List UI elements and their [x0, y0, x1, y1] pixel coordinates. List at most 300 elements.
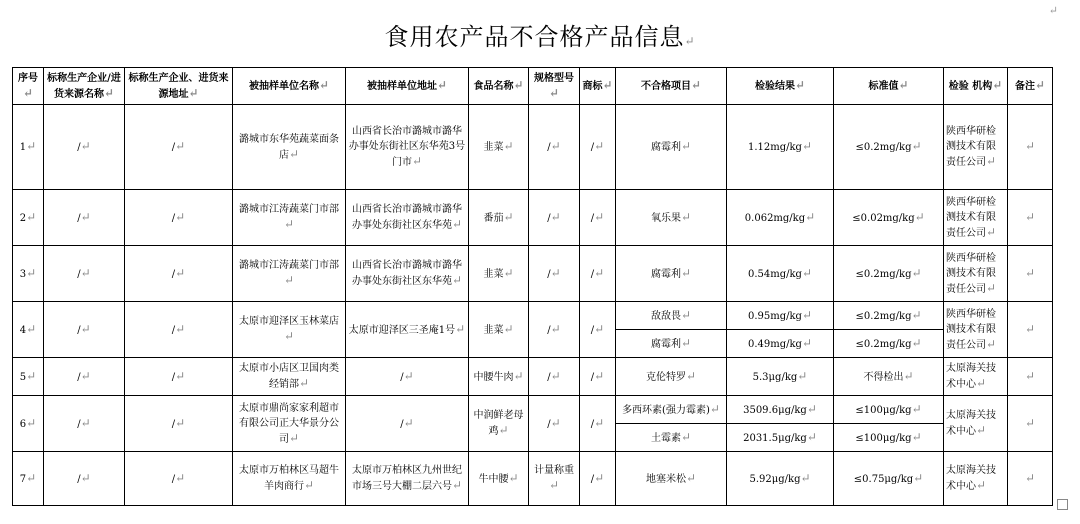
- failed-item: [616, 302, 727, 330]
- table-row: [13, 246, 1053, 302]
- paragraph-mark: ↵: [680, 265, 692, 280]
- paragraph-mark: ↵: [1024, 139, 1036, 153]
- paragraph-mark: ↵: [685, 470, 697, 485]
- standard-value-text: ≤0.2mg/kg: [855, 142, 912, 153]
- paragraph-mark: ↵: [976, 423, 987, 437]
- sampled-unit-address: [346, 396, 469, 452]
- paragraph-mark: ↵: [594, 470, 605, 485]
- paragraph-mark: ↵: [455, 321, 466, 336]
- header-cell-text: 被抽样单位地址: [366, 81, 437, 92]
- paragraph-mark: ↵: [175, 265, 186, 280]
- paragraph-mark: ↵: [513, 368, 524, 383]
- standard-value-text: ≤0.2mg/kg: [855, 310, 912, 322]
- spec-model: [529, 190, 580, 246]
- failed-item: [616, 424, 727, 452]
- paragraph-mark: ↵: [548, 85, 560, 100]
- enterprise-address: [125, 302, 233, 358]
- spec-model-text: /: [547, 324, 551, 336]
- trademark-text: /: [590, 142, 595, 153]
- header-cell: [580, 68, 616, 105]
- paragraph-mark: ↵: [550, 368, 561, 383]
- paragraph-mark: ↵: [80, 368, 91, 383]
- paragraph-mark: ↵: [801, 139, 813, 153]
- sampled-unit-name: [233, 302, 346, 358]
- paragraph-mark: ↵: [1024, 209, 1036, 224]
- header-cell-text: 食品名称: [473, 81, 514, 92]
- enterprise-name-text: /: [77, 268, 81, 280]
- food-name: [469, 105, 529, 190]
- paragraph-mark: ↵: [594, 415, 605, 430]
- paragraph-mark: ↵: [283, 329, 295, 343]
- food-name-text: 韭菜: [483, 324, 504, 336]
- paragraph-mark: ↵: [175, 321, 186, 336]
- paragraph-mark: ↵: [602, 78, 613, 92]
- sampled-unit-name: [233, 105, 346, 190]
- enterprise-address: [125, 358, 233, 396]
- paragraph-mark: ↵: [594, 139, 605, 153]
- food-name: [469, 302, 529, 358]
- paragraph-mark: ↵: [288, 146, 300, 161]
- paragraph-mark: ↵: [911, 335, 922, 350]
- sampled-unit-address: [346, 105, 469, 190]
- standard-value-text: ≤0.2mg/kg: [855, 338, 912, 350]
- row-number-text: 5: [19, 371, 27, 383]
- food-name-text: 中腰牛肉: [473, 371, 514, 383]
- paragraph-mark: ↵: [26, 368, 37, 383]
- paragraph-mark: ↵: [690, 78, 702, 92]
- paragraph-mark: ↵: [80, 470, 91, 485]
- paragraph-mark: ↵: [175, 415, 186, 430]
- testing-organization: [944, 302, 1008, 358]
- enterprise-name-text: /: [77, 142, 81, 153]
- failed-item-text: 腐霉利: [650, 268, 681, 280]
- test-result: [727, 424, 834, 452]
- table-row: [13, 302, 1053, 330]
- trademark: [580, 358, 616, 396]
- test-result-text: 0.95mg/kg: [747, 310, 802, 322]
- row-number: [13, 105, 44, 190]
- paragraph-mark: ↵: [503, 265, 514, 280]
- paragraph-mark: ↵: [594, 321, 605, 336]
- paragraph-mark: ↵: [1048, 4, 1058, 17]
- paragraph-mark: ↵: [550, 139, 561, 153]
- food-name: [469, 358, 529, 396]
- enterprise-address-text: /: [171, 371, 176, 383]
- food-name-text: 牛中腰: [478, 473, 509, 485]
- paragraph-mark: ↵: [80, 321, 91, 336]
- standard-value: [834, 452, 944, 506]
- paragraph-mark: ↵: [26, 321, 37, 336]
- paragraph-mark: ↵: [709, 401, 720, 416]
- spec-model-text: /: [547, 418, 551, 430]
- testing-organization-text: 太原海关技术中心: [946, 465, 996, 492]
- trademark: [580, 302, 616, 358]
- testing-organization: [944, 452, 1008, 506]
- failed-item: [616, 190, 727, 246]
- paragraph-mark: ↵: [992, 78, 1003, 92]
- resize-handle[interactable]: [1057, 499, 1068, 510]
- standard-value: [834, 246, 944, 302]
- paragraph-mark: ↵: [403, 368, 414, 383]
- trademark: [580, 246, 616, 302]
- test-result: [727, 105, 834, 190]
- row-number: [13, 190, 44, 246]
- paragraph-mark: ↵: [451, 273, 463, 287]
- failed-item: [616, 452, 727, 506]
- paragraph-mark: ↵: [801, 265, 813, 280]
- table-row: [13, 190, 1053, 246]
- spec-model: [529, 302, 580, 358]
- testing-organization-text: 太原海关技术中心: [946, 363, 996, 390]
- header-cell-text: 被抽样单位名称: [248, 81, 319, 92]
- paragraph-mark: ↵: [411, 154, 423, 168]
- paragraph-mark: ↵: [685, 368, 697, 383]
- paragraph-mark: ↵: [80, 415, 91, 430]
- failed-item-text: 氧乐果: [650, 212, 681, 224]
- paragraph-mark: ↵: [898, 78, 909, 92]
- enterprise-address-text: /: [171, 142, 176, 153]
- table-row: [13, 105, 1053, 190]
- enterprise-name: [44, 302, 125, 358]
- failed-item-text: 土霉素: [650, 432, 681, 444]
- paragraph-mark: ↵: [503, 139, 514, 153]
- standard-value: [834, 105, 944, 190]
- paragraph-mark: ↵: [288, 430, 300, 445]
- enterprise-address: [125, 105, 233, 190]
- paragraph-mark: ↵: [684, 34, 696, 48]
- testing-organization: [944, 358, 1008, 396]
- testing-organization: [944, 246, 1008, 302]
- enterprise-name: [44, 105, 125, 190]
- test-result: [727, 302, 834, 330]
- test-result: [727, 452, 834, 506]
- paragraph-mark: ↵: [26, 139, 37, 153]
- test-result: [727, 246, 834, 302]
- trademark: [580, 190, 616, 246]
- sampled-unit-address: [346, 452, 469, 506]
- sampled-unit-address-text: 山西省长治市潞城市潞华办事处东街社区东华苑: [351, 204, 462, 231]
- remarks: [1008, 190, 1053, 246]
- remarks: [1008, 358, 1053, 396]
- failed-item-text: 多西环素(强力霉素): [622, 404, 710, 416]
- testing-organization: [944, 105, 1008, 190]
- paragraph-mark: ↵: [1034, 78, 1046, 92]
- sampled-unit-name: [233, 358, 346, 396]
- paragraph-mark: ↵: [986, 336, 997, 351]
- paragraph-mark: ↵: [548, 478, 560, 492]
- header-cell-text: 检验结果: [754, 81, 795, 92]
- remarks: [1008, 105, 1053, 190]
- testing-organization-text: 陕西华研检测技术有限责任公司: [946, 252, 996, 295]
- paragraph-mark: ↵: [175, 470, 186, 485]
- header-cell-text: 不合格项目: [640, 81, 691, 92]
- paragraph-mark: ↵: [175, 139, 186, 153]
- row-number-text: 1: [19, 142, 27, 153]
- results-table: [12, 67, 1053, 506]
- food-name-text: 韭菜: [483, 268, 504, 280]
- paragraph-mark: ↵: [911, 307, 922, 322]
- enterprise-address: [125, 246, 233, 302]
- test-result-text: 0.062mg/kg: [744, 212, 806, 224]
- sampled-unit-address: [346, 302, 469, 358]
- sampled-unit-name-text: 太原市小店区卫国肉类经销部: [239, 363, 339, 390]
- standard-value-text: ≤0.75μg/kg: [853, 473, 914, 485]
- row-number-text: 4: [19, 324, 27, 336]
- row-number: [13, 246, 44, 302]
- enterprise-name: [44, 190, 125, 246]
- enterprise-address: [125, 452, 233, 506]
- sampled-unit-name: [233, 190, 346, 246]
- paragraph-mark: ↵: [550, 209, 561, 224]
- trademark-text: /: [590, 418, 595, 430]
- spec-model-text: /: [547, 142, 551, 153]
- header-cell-text: 商标: [582, 81, 603, 92]
- spec-model: [529, 452, 580, 506]
- paragraph-mark: ↵: [550, 415, 561, 430]
- spec-model: [529, 396, 580, 452]
- testing-organization-text: 陕西华研检测技术有限责任公司: [946, 196, 996, 239]
- table-row: [13, 396, 1053, 424]
- paragraph-mark: ↵: [911, 429, 922, 444]
- header-cell: [616, 68, 727, 105]
- paragraph-mark: ↵: [986, 280, 997, 295]
- paragraph-mark: ↵: [594, 209, 605, 224]
- paragraph-mark: ↵: [797, 368, 808, 383]
- header-cell-text: 标称生产企业、进货来源地址: [128, 72, 229, 100]
- sampled-unit-name: [233, 396, 346, 452]
- enterprise-name-text: /: [77, 418, 81, 430]
- spec-model-text: 计量称重: [534, 465, 574, 476]
- food-name: [469, 246, 529, 302]
- standard-value: [834, 330, 944, 358]
- paragraph-mark: ↵: [22, 85, 34, 100]
- standard-value-text: ≤100μg/kg: [855, 432, 912, 444]
- header-cell: [469, 68, 529, 105]
- failed-item-text: 腐霉利: [650, 338, 681, 350]
- paragraph-mark: ↵: [801, 307, 813, 322]
- test-result: [727, 190, 834, 246]
- sampled-unit-name-text: 太原市迎泽区玉林菜店: [239, 316, 339, 327]
- failed-item: [616, 396, 727, 424]
- sampled-unit-address-text: /: [400, 418, 404, 430]
- header-cell: [834, 68, 944, 105]
- sampled-unit-address: [346, 190, 469, 246]
- remarks: [1008, 396, 1053, 452]
- header-cell-text: 标准值: [868, 81, 899, 92]
- enterprise-name-text: /: [77, 324, 81, 336]
- header-cell: [727, 68, 834, 105]
- header-cell: [125, 68, 233, 105]
- paragraph-mark: ↵: [283, 273, 295, 287]
- paragraph-mark: ↵: [680, 429, 692, 444]
- standard-value: [834, 358, 944, 396]
- paragraph-mark: ↵: [451, 217, 463, 231]
- header-cell: [233, 68, 346, 105]
- paragraph-mark: ↵: [1024, 470, 1036, 485]
- paragraph-mark: ↵: [913, 470, 924, 485]
- enterprise-address: [125, 396, 233, 452]
- food-name-text: 番茄: [483, 212, 504, 224]
- remarks: [1008, 452, 1053, 506]
- sampled-unit-name-text: 潞城市东华苑蔬菜面条店: [239, 133, 339, 161]
- paragraph-mark: ↵: [436, 78, 448, 92]
- sampled-unit-address-text: 山西省长治市潞城市潞华办事处东街社区东华苑: [351, 260, 462, 287]
- spec-model-text: /: [547, 371, 551, 383]
- document-title: [0, 17, 1080, 52]
- paragraph-mark: ↵: [1024, 265, 1036, 280]
- failed-item: [616, 105, 727, 190]
- failed-item: [616, 330, 727, 358]
- paragraph-mark: ↵: [503, 209, 514, 224]
- row-number: [13, 358, 44, 396]
- sampled-unit-address-text: 山西省长治市潞城市潞华办事处东街社区东华苑3号门市: [348, 126, 466, 168]
- paragraph-mark: ↵: [805, 209, 816, 224]
- trademark-text: /: [590, 371, 595, 383]
- spec-model: [529, 246, 580, 302]
- header-cell-text: 规格型号: [534, 72, 574, 84]
- food-name-text: 中润鲜老母鸡: [473, 410, 524, 437]
- standard-value-text: ≤0.2mg/kg: [855, 268, 912, 280]
- paragraph-mark: ↵: [680, 139, 692, 153]
- header-cell: [944, 68, 1008, 105]
- paragraph-mark: ↵: [80, 139, 91, 153]
- testing-organization-text: 陕西华研检测技术有限责任公司: [946, 308, 996, 351]
- trademark-text: /: [590, 212, 595, 224]
- sampled-unit-address: [346, 246, 469, 302]
- paragraph-mark: ↵: [451, 478, 463, 492]
- header-cell: [44, 68, 125, 105]
- test-result: [727, 330, 834, 358]
- paragraph-mark: ↵: [318, 78, 330, 92]
- paragraph-mark: ↵: [80, 265, 91, 280]
- paragraph-mark: ↵: [403, 415, 414, 430]
- row-number-text: 7: [19, 473, 27, 485]
- test-result-text: 3509.6μg/kg: [743, 404, 807, 416]
- sampled-unit-name-text: 太原市万柏林区马超牛羊肉商行: [239, 465, 339, 492]
- paragraph-mark: ↵: [594, 265, 605, 280]
- failed-item-text: 腐霉利: [650, 142, 681, 153]
- paragraph-mark: ↵: [1024, 368, 1036, 383]
- standard-value-text: 不得检出: [863, 371, 904, 383]
- food-name-text: 韭菜: [483, 142, 504, 153]
- spec-model: [529, 358, 580, 396]
- enterprise-address-text: /: [171, 268, 176, 280]
- trademark: [580, 105, 616, 190]
- paragraph-mark: ↵: [1024, 321, 1036, 336]
- enterprise-address: [125, 190, 233, 246]
- paragraph-mark: ↵: [175, 368, 186, 383]
- paragraph-mark: ↵: [976, 376, 987, 390]
- food-name: [469, 396, 529, 452]
- paragraph-mark: ↵: [513, 78, 524, 92]
- paragraph-mark: ↵: [1024, 415, 1036, 430]
- enterprise-name: [44, 246, 125, 302]
- spec-model-text: /: [547, 268, 551, 280]
- trademark: [580, 452, 616, 506]
- sampled-unit-address-text: 太原市迎泽区三圣庵1号: [348, 324, 456, 336]
- paragraph-mark: ↵: [986, 224, 997, 239]
- paragraph-mark: ↵: [298, 376, 310, 390]
- paragraph-mark: ↵: [911, 139, 922, 153]
- header-cell-text: 标称生产企业/进货来源名称: [47, 72, 121, 100]
- row-number: [13, 452, 44, 506]
- paragraph-mark: ↵: [550, 265, 561, 280]
- paragraph-mark: ↵: [976, 478, 987, 492]
- title-text: 食用农产品不合格产品信息: [384, 23, 685, 51]
- header-row: [13, 68, 1053, 105]
- standard-value: [834, 396, 944, 424]
- paragraph-mark: ↵: [283, 217, 295, 231]
- failed-item-text: 克伦特罗: [645, 371, 686, 383]
- test-result-text: 5.3μg/kg: [752, 371, 798, 383]
- trademark-text: /: [590, 324, 595, 336]
- trademark: [580, 396, 616, 452]
- paragraph-mark: ↵: [503, 321, 514, 336]
- enterprise-name-text: /: [77, 473, 81, 485]
- enterprise-address-text: /: [171, 212, 176, 224]
- paragraph-mark: ↵: [80, 209, 91, 224]
- paragraph-mark: ↵: [911, 401, 922, 416]
- paragraph-mark: ↵: [914, 209, 925, 224]
- spec-model-text: /: [547, 212, 551, 224]
- testing-organization: [944, 190, 1008, 246]
- paragraph-mark: ↵: [806, 429, 817, 444]
- sampled-unit-name-text: 太原市鼎尚家家利超市有限公司正大华景分公司: [239, 402, 339, 445]
- header-cell: [346, 68, 469, 105]
- test-result-text: 1.12mg/kg: [747, 142, 802, 153]
- test-result-text: 5.92μg/kg: [749, 473, 801, 485]
- paragraph-mark: ↵: [680, 307, 692, 322]
- enterprise-address-text: /: [171, 473, 176, 485]
- paragraph-mark: ↵: [806, 401, 817, 416]
- paragraph-mark: ↵: [26, 209, 37, 224]
- paragraph-mark: ↵: [103, 85, 115, 100]
- failed-item-text: 地塞米松: [645, 473, 686, 485]
- enterprise-name: [44, 396, 125, 452]
- paragraph-mark: ↵: [26, 470, 37, 485]
- enterprise-name: [44, 452, 125, 506]
- paragraph-mark: ↵: [680, 335, 692, 350]
- sampled-unit-name-text: 潞城市江涛蔬菜门市部: [239, 204, 339, 215]
- sampled-unit-name-text: 潞城市江涛蔬菜门市部: [239, 260, 339, 271]
- header-cell: [13, 68, 44, 105]
- paragraph-mark: ↵: [550, 321, 561, 336]
- food-name: [469, 190, 529, 246]
- failed-item-text: 敌敌畏: [650, 310, 681, 322]
- failed-item: [616, 358, 727, 396]
- paragraph-mark: ↵: [498, 423, 509, 437]
- paragraph-mark: ↵: [794, 78, 806, 92]
- row-number-text: 3: [19, 268, 27, 280]
- row-number: [13, 396, 44, 452]
- enterprise-name: [44, 358, 125, 396]
- test-result-text: 2031.5μg/kg: [743, 432, 807, 444]
- standard-value: [834, 424, 944, 452]
- paragraph-mark: ↵: [26, 415, 37, 430]
- paragraph-mark: ↵: [175, 209, 186, 224]
- remarks: [1008, 302, 1053, 358]
- header-cell-text: 序号: [18, 72, 38, 84]
- paragraph-mark: ↵: [911, 265, 922, 280]
- standard-value-text: ≤0.02mg/kg: [852, 212, 915, 224]
- header-cell-text: 检验 机构: [948, 81, 993, 92]
- header-cell-text: 备注: [1014, 81, 1035, 92]
- test-result-text: 0.54mg/kg: [747, 268, 802, 280]
- paragraph-mark: ↵: [188, 85, 199, 100]
- row-number-text: 6: [19, 418, 27, 430]
- test-result: [727, 358, 834, 396]
- standard-value: [834, 302, 944, 330]
